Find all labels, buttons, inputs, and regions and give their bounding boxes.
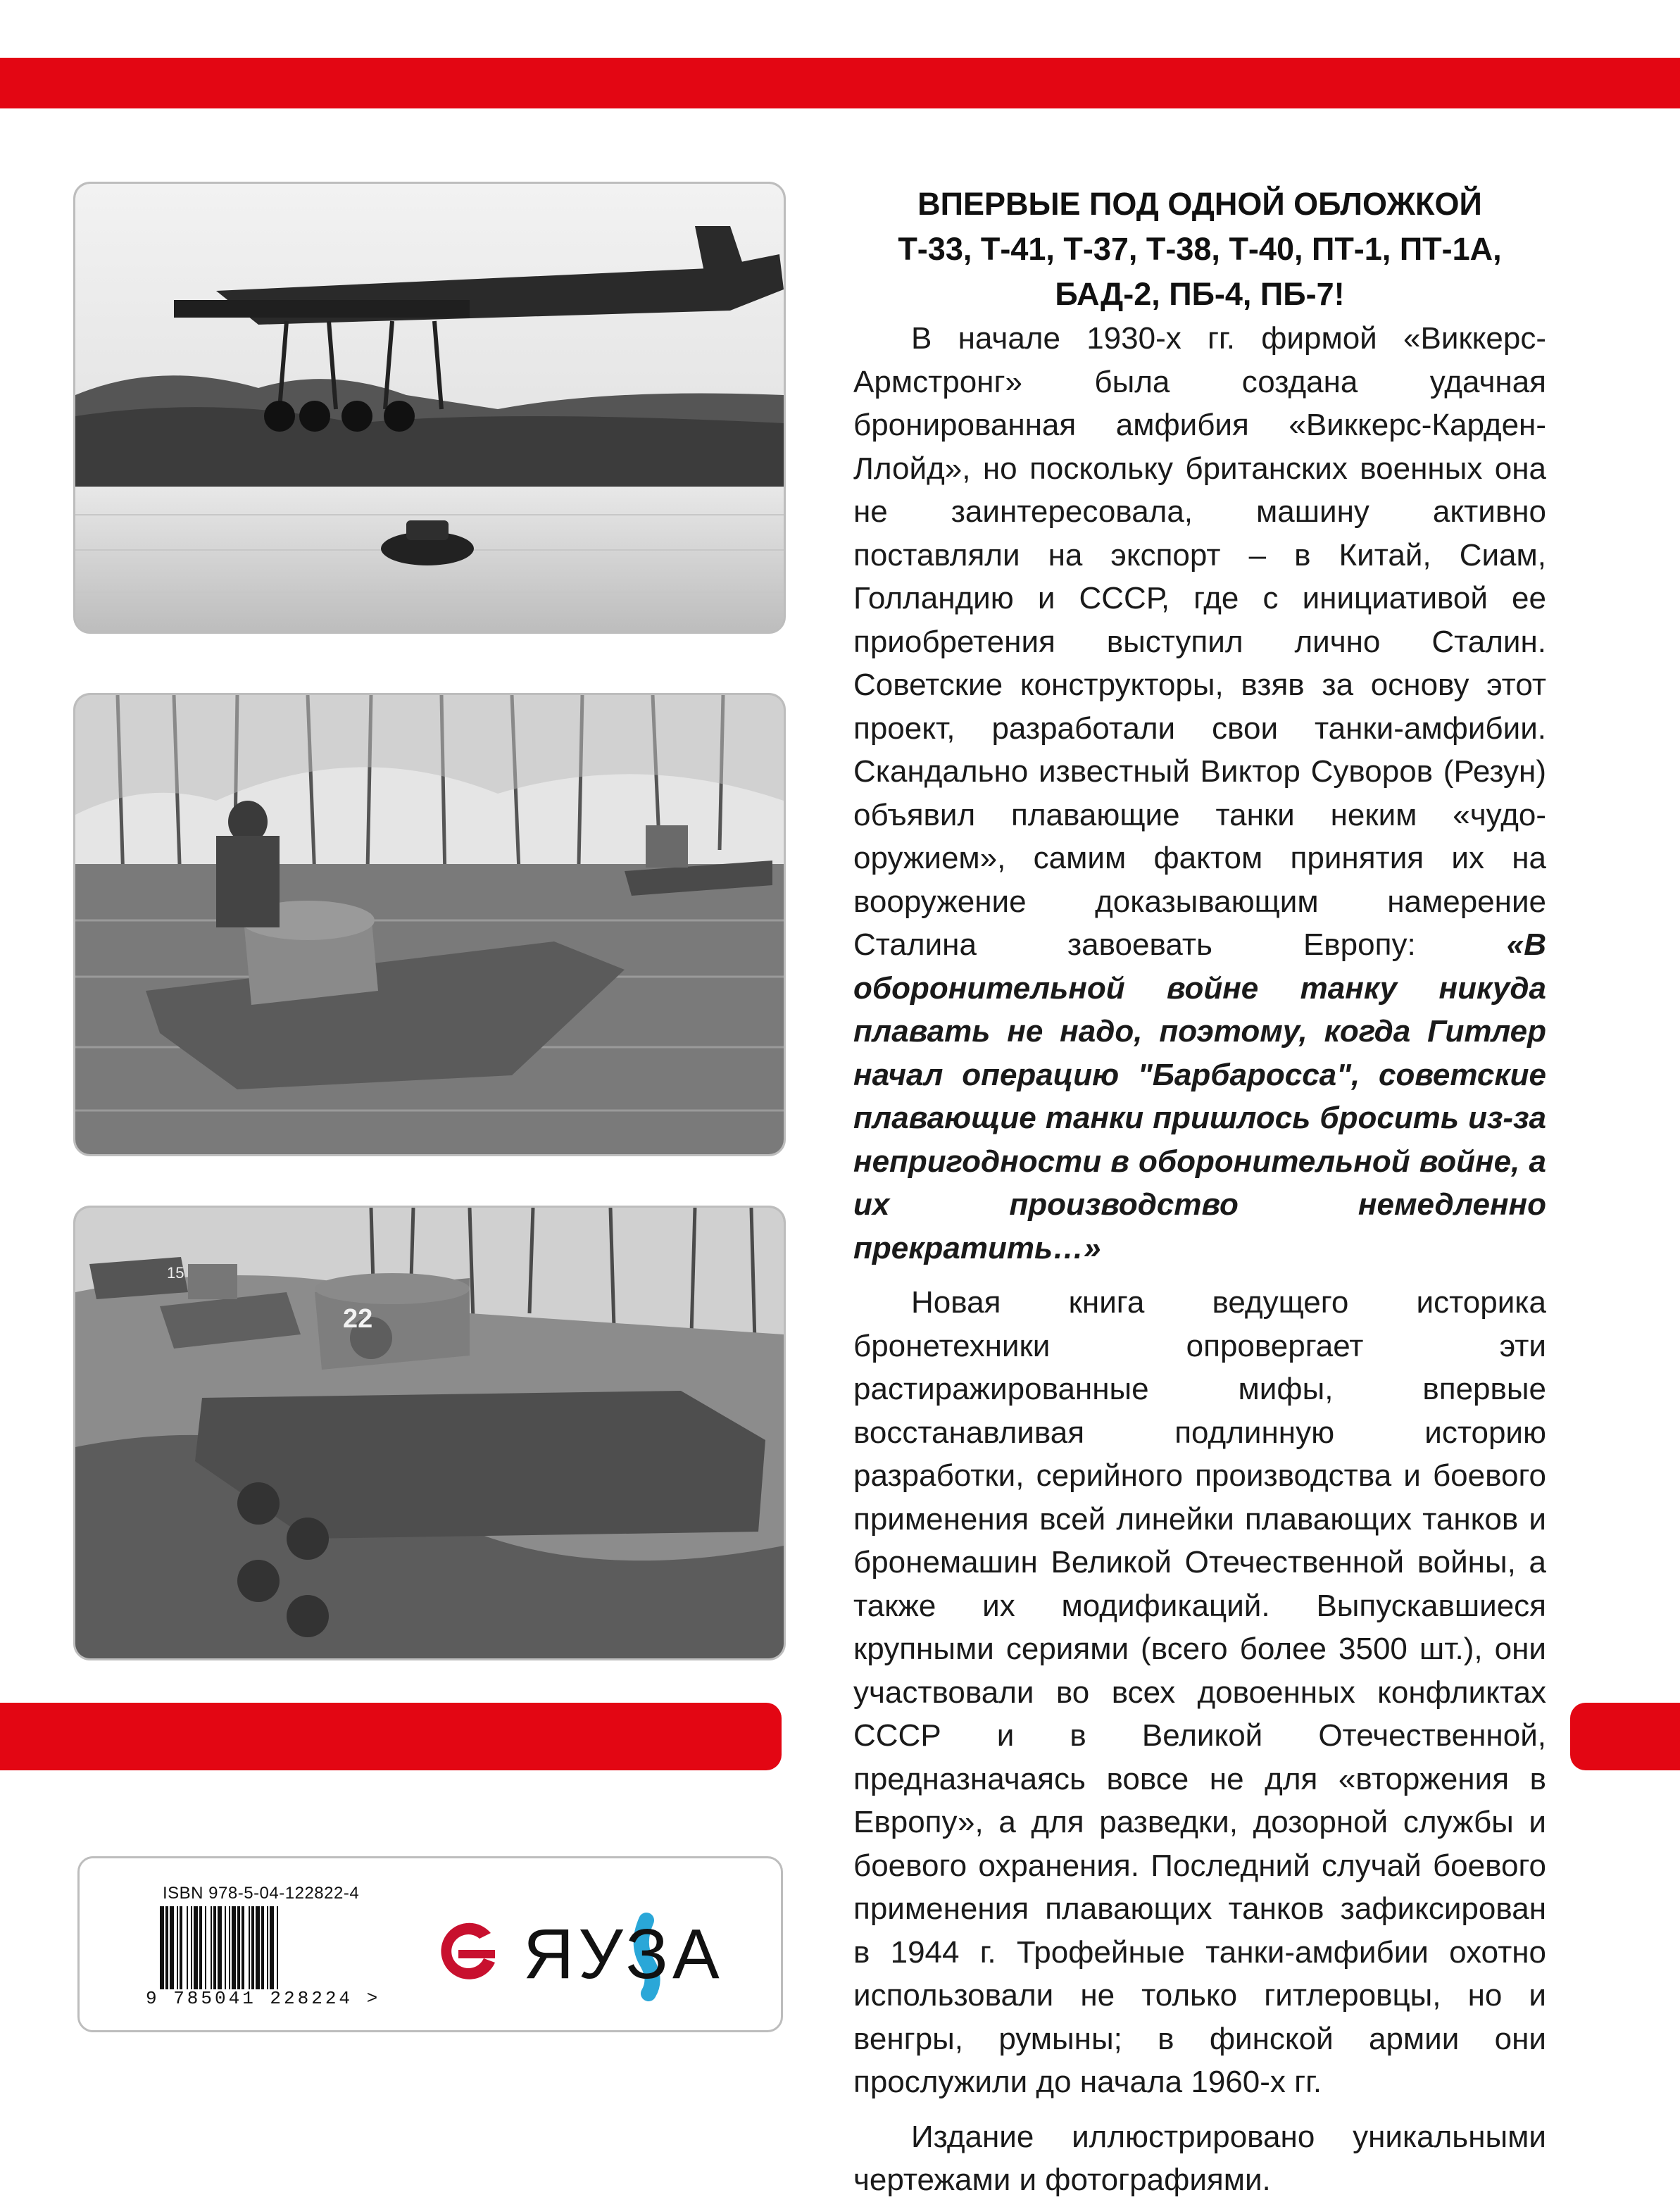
barcode-bar	[180, 1906, 182, 1989]
middle-red-band	[0, 1703, 782, 1770]
barcode-bar	[232, 1906, 236, 1989]
barcode-bar	[270, 1906, 274, 1989]
top-red-band	[0, 58, 1680, 108]
paragraph-2: Новая книга ведущего историка бронетехники опровергает эти растиражированные мифы, впервые восстанавливая подлинную историю разработки, серийного производства и боевого применения всей линейки плавающих танков и бронемашин Великой Отечественной войны, а также их модификаций. Выпускавшиеся крупными сериями (всего более 3500 шт.), они участвовали во всех довоенных конфликтах СССР и в Великой Отечественной, предназначаясь вовсе не для «вторжения в Европу», а для разведки, дозорной службы и боевого охранения. Последний случай боевого применения плавающих танков зафиксирован в 1944 г. Трофейные танки-амфибии охотно использовали не только гитлеровцы, но и венгры, румыны; в финской армии они прослужили до начала 1960-х гг.	[853, 1285, 1546, 2099]
barcode-digits: 9 785041 228224 >	[146, 1988, 381, 2009]
suvorov-quote: «В оборонительной войне танку никуда плавать не надо, поэтому, когда Гитлер начал операцию "Барбаросса", советские плавающие танки пришлось бросить из-за непригодности в оборонительной войне, а их производство немедленно прекратить…»	[853, 927, 1546, 1265]
barcode-bar	[249, 1906, 250, 1989]
barcode-bar	[165, 1906, 168, 1989]
barcode-bar	[277, 1906, 278, 1989]
barcode-bar	[218, 1906, 222, 1989]
paragraph-3: Издание иллюстрировано уникальными чертежами и фотографиями.	[853, 2119, 1546, 2197]
barcode-bar	[242, 1906, 244, 1989]
yauza-logo-icon	[523, 1895, 734, 2008]
eksmo-logo-icon	[430, 1909, 515, 1994]
barcode-bar	[229, 1906, 230, 1989]
isbn-label: ISBN 978-5-04-122822-4	[163, 1884, 360, 1903]
headline-line-3: БАД-2, ПБ-4, ПБ-7!	[1055, 276, 1345, 312]
photo-bomber-dropping-tank	[73, 182, 786, 634]
tank-number-22: 22	[343, 1304, 373, 1334]
paragraph-1	[853, 317, 1546, 1270]
barcode-bar	[191, 1906, 192, 1989]
yauza-wordmark: ЯУЗА	[523, 1915, 724, 1994]
photo-tank-column	[73, 1206, 786, 1660]
barcode-bar	[237, 1906, 240, 1989]
paragraph-1-text: В начале 1930-х гг. фирмой «Виккерс-Армстронг» была создана удачная бронированная амфибия «Виккерс-Карден-Ллойд», но поскольку британских военных она не заинтересовала, машину активно поставляли на экспорт – в Китай, Сиам, Голландию и СССР, где с инициативой ее приобретения выступил лично Сталин. Советские конструкторы, взяв за основу этот проект, разработали свои танки-амфибии. Скандально известный Виктор Суворов (Резун) объявил плавающие танки неким «чудо-оружием», самим фактом принятия их на вооружение доказывающим намерение Сталина завоевать Европу:	[853, 321, 1546, 962]
barcode-bar	[225, 1906, 226, 1989]
barcode-icon	[158, 1906, 385, 1989]
barcode-bar	[261, 1906, 264, 1989]
barcode-bar	[267, 1906, 268, 1989]
barcode-bar	[187, 1906, 188, 1989]
headline-line-2: Т-33, Т-41, Т-37, Т-38, Т-40, ПТ-1, ПТ-1А,	[898, 231, 1502, 267]
barcode-bar	[213, 1906, 216, 1989]
barcode-bar	[211, 1906, 212, 1989]
back-cover-text	[853, 182, 1546, 2202]
right-red-tab	[1570, 1703, 1680, 1770]
barcode-bar	[170, 1906, 174, 1989]
barcode-bar	[199, 1906, 202, 1989]
barcode-bar	[177, 1906, 178, 1989]
headline	[853, 182, 1546, 317]
barcode-bar	[256, 1906, 260, 1989]
barcode-bar	[160, 1906, 164, 1989]
barcode-bar	[205, 1906, 206, 1989]
barcode-panel	[77, 1856, 783, 2032]
barcode-bar	[194, 1906, 198, 1989]
rear-tank-number: 15	[167, 1264, 184, 1282]
photo-tank-in-water	[73, 693, 786, 1156]
headline-line-1: ВПЕРВЫЕ ПОД ОДНОЙ ОБЛОЖКОЙ	[917, 186, 1482, 222]
barcode-bar	[251, 1906, 254, 1989]
